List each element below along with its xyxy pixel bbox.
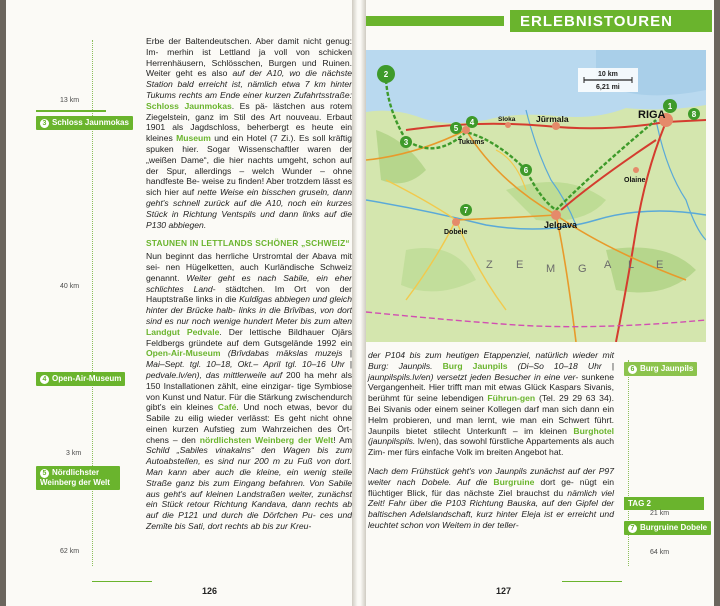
km-label: 21 km	[650, 510, 670, 517]
stop-weinberg: 5 Nördlichster Weinberg der Welt	[36, 466, 120, 490]
region-letter: Z	[486, 259, 495, 271]
section-banner: ERLEBNISTOUREN	[510, 10, 712, 32]
km-label: 3 km	[66, 450, 82, 457]
waypoint-marker: 4	[469, 118, 475, 127]
section-heading: STAUNEN IN LETTLANDS SCHÖNER „SCHWEIZ“	[146, 238, 350, 249]
map-scale-mi: 6,21 mi	[596, 84, 620, 91]
map-graphic	[366, 50, 706, 342]
banner-bar	[366, 16, 504, 26]
km-label: 62 km	[60, 548, 80, 555]
route-rail	[628, 360, 629, 566]
paragraph: Nun beginnt das herrliche Urstromtal der Abava mit sei- nen Hügelketten, auch Kurländische Schweiz genannt. Weiter geht es nach Sabile, ein eher schlichtes Land- städtchen. Im Ort von der Hauptstraße links in die Kuldīgas abbiegen und gleich hinter der Brücke halb- links in die Brīvības, von dort sind es nur noch wenige hundert Meter bis zum alten Landgut Pedvale. Der lettische Bildhauer Ojārs Feldbergs gründete auf dem Gutsgelände 1992 ein Open-Air-Museum (Brīvdabas mākslas muzejs | Mai–Sept. tgl. 10–18, Okt.– April tgl. 10–16 Uhr | pedvale.lv/en), das mittlerweile auf 200 ha mehr als 150 Installationen zählt, eine einzigar- tige Symbiose von Kunst und Natur. Für die Stärkung zwischendurch gibt's ein kleines Café. Und noch etwas, bevor du Sabile zu eilig wieder verlässt: Es geht nicht ohne einen kurzen Aufstieg zum Wahrzeichen des Ört- chens – den nördlichsten Weinberg der Welt! Am Schild „Sabiles vinakalns“ den Wagen bis zum Autoabstellen, es sind nur 200 m zu Fuß von dort. Man kann aber auch die kleine, ein wenig steile Straße ganz bis zum Eingang befahren. Von Sabile aus geht's auf kleinen Landstraßen weiter, zunächst ein Stück retour Richtung Kandava, dann rechts ab auf die P121 und durch die Dörfchen Pu- ces und Zemīte bis Sati, dort rechts ab bis zur Kreu-	[146, 251, 353, 532]
page-number: 126	[202, 586, 218, 596]
day-tag: TAG 2	[624, 497, 704, 510]
rail-marker	[36, 110, 106, 112]
km-label: 13 km	[60, 97, 80, 104]
stop-burg-jaunpils: 6 Burg Jaunpils	[624, 362, 697, 376]
right-page	[362, 0, 714, 606]
book-gutter	[352, 0, 366, 606]
paragraph: Erbe der Baltendeutschen. Aber damit nicht genug: Im- merhin ist Lettland ja voll von schicken Herrenhäusern, Schlösschen, Burgen und Ruinen. Weiter geht es also auf der A10, wo die nächste Station bald erreicht ist, nämlich etwa 7 km hinter Tukums rechts am Ende einer kurzen Zufahrtsstraße: Schloss Jaunmokas. Es pä- lästchen aus rotem Ziegelstein, ganz im Stil des Art nouveau. Erbaut 1901 als Jagdschloss, beherbergt es heute ein kleines Museum und ein Hotel (7 Zi.). Es soll kräftig spuken hier. Sogar Wissenschaftler waren der „weißen Dame“, die hier nachts umgeht, schon auf der Spur, allerdings – welch Wunder – ohne handfeste Be- weise zu finden! Aber trotzdem lässt es sich hier auf nette Weise ein bisschen gruseln, dann geht's schnell zurück auf die A10, noch ein kurzes Stück in Richtung Ventspils und dann links auf die P130 abbiegen.	[146, 36, 353, 230]
region-letter: A	[604, 259, 614, 271]
folio-rule	[562, 581, 622, 582]
waypoint-marker: 6	[523, 166, 529, 175]
stop-schloss-jaunmokas: 3 Schloss Jaunmokas	[36, 116, 133, 130]
map-label-tukums: Tukums	[458, 139, 485, 146]
waypoint-marker: 7	[463, 206, 469, 215]
km-label: 64 km	[650, 549, 670, 556]
stop-burgruine-dobele: 7 Burgruine Dobele	[624, 521, 711, 535]
folio-rule	[92, 581, 152, 582]
page-number: 127	[496, 586, 512, 596]
region-letter: L	[628, 259, 637, 271]
body-text-right	[368, 350, 614, 531]
map-label-dobele: Dobele	[444, 229, 468, 236]
region-letter: G	[578, 263, 589, 275]
km-label: 40 km	[60, 283, 80, 290]
region-letter: E	[656, 259, 666, 271]
map-label-sloka: Sloka	[498, 116, 516, 123]
paragraph: der P104 bis zum heutigen Etappenziel, natürlich wieder mit Burg: Jaunpils. Burg Jaunpils (Di–So 10–18 Uhr | jaunpilspils.lv/en) versetzt jeden Besucher in eine ver- sunkene Vergangenheit. Hier trifft man mit etwas Glück Kaspars Sivanis, berühmt für seine lebendigen Führun-gen (Tel. 29 29 63 34). Bei Sivanis oder einem seiner Kollegen darf man sich dann ein Helm probieren, und man lernt, wie man ein Schwert führt. Jaunpils bietet stilecht Unterkunft – im kleinen Burghotel (jaunpilspils. lv/en), das sowohl fürstliche Appartements als auch Zim- mer fürs einfache Volk im breiten Angebot hat.	[368, 350, 615, 458]
left-page	[6, 0, 358, 606]
region-letter: E	[516, 259, 526, 271]
waypoint-marker: 2	[383, 70, 389, 79]
map-label-riga: RIGA	[638, 109, 666, 121]
map-label-olaine: Olaine	[624, 177, 646, 184]
stop-open-air-museum: 4 Open-Air-Museum	[36, 372, 125, 386]
waypoint-marker: 8	[691, 110, 697, 119]
route-map	[366, 50, 706, 342]
map-label-jurmala: Jūrmala	[536, 114, 569, 124]
map-scale-km: 10 km	[598, 71, 618, 78]
map-label-jelgava: Jelgava	[544, 220, 578, 230]
body-text-left	[146, 36, 352, 532]
region-letter: M	[546, 263, 558, 275]
waypoint-marker: 3	[403, 138, 409, 147]
paragraph: Nach dem Frühstück geht's von Jaunpils zunächst auf der P97 weiter nach Dobele. Auf die Burgruine dort ge- nügt ein flüchtiger Blick, für das nächste Ziel brauchst du nämlich viel Zeit! Fahr über die P103 Richtung Bauska, auf den Gipfel der baltischen Adelslandschaft, kurz hinter Eleja ist er erreicht und leuchtet schon von Weitem in der teller-	[368, 465, 615, 530]
waypoint-marker: 5	[453, 124, 459, 133]
waypoint-marker: 1	[667, 102, 673, 111]
